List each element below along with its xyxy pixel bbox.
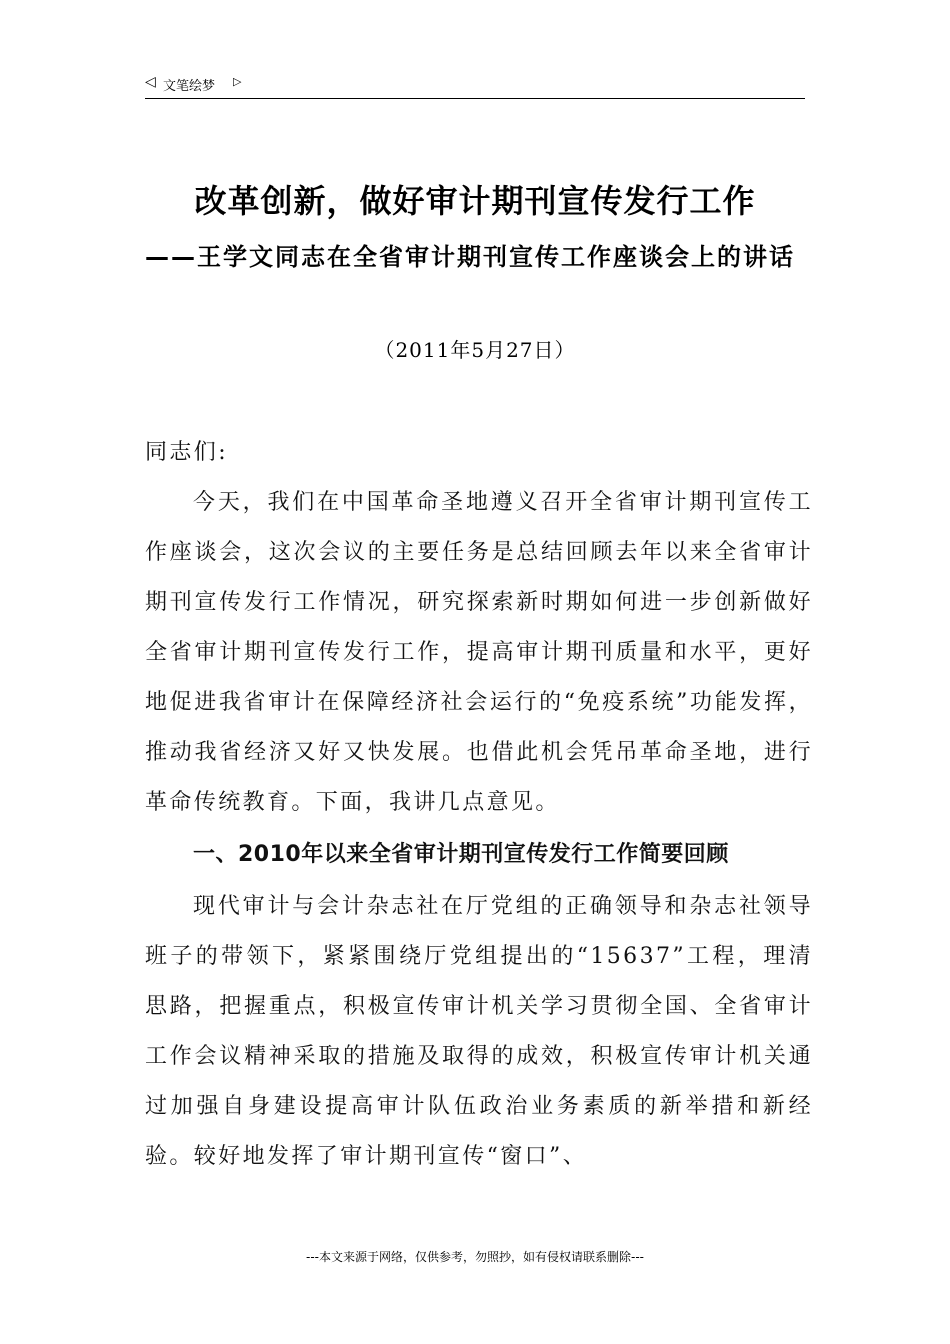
right-triangle-icon: ▷ [233,75,242,88]
document-subtitle: ——王学文同志在全省审计期刊宣传工作座谈会上的讲话 [145,243,795,271]
paragraph: 现代审计与会计杂志社在厅党组的正确领导和杂志社领导班子的带领下，紧紧围绕厅党组提出的“15637”工程，理清思路，把握重点，积极宣传审计机关学习贯彻全国、全省审计工作会议精神采取的措施及取得的成效，积极宣传审计机关通过加强自身建设提高审计队伍政治业务素质的新举措和新经验。较好地发挥了审计期刊宣传“窗口”、 [145,894,813,1169]
document-date: （2011年5月27日） [374,338,576,362]
paragraph: 今天，我们在中国革命圣地遵义召开全省审计期刊宣传工作座谈会，这次会议的主要任务是总结回顾去年以来全省审计期刊宣传发行工作情况，研究探索新时期如何进一步创新做好全省审计期刊宣传发行工作，提高审计期刊质量和水平，更好地促进我省审计在保障经济社会运行的“免疫系统”功能发挥，推动我省经济又好又快发展。也借此机会凭吊革命圣地，进行革命传统教育。下面，我讲几点意见。 [145,490,813,815]
salutation: 同志们: [145,440,229,465]
document-title: 改革创新，做好审计期刊宣传发行工作 [194,182,756,220]
header-name: 文笔绘梦 [163,79,216,94]
section-heading: 一、2010年以来全省审计期刊宣传发行工作简要回顾 [193,842,729,867]
page-footer: ---本文来源于网络，仅供参考，勿照抄，如有侵权请联系删除--- [306,1250,644,1264]
page-header [145,72,805,99]
document-body [145,428,813,1182]
left-triangle-icon: ◁ [145,74,156,90]
